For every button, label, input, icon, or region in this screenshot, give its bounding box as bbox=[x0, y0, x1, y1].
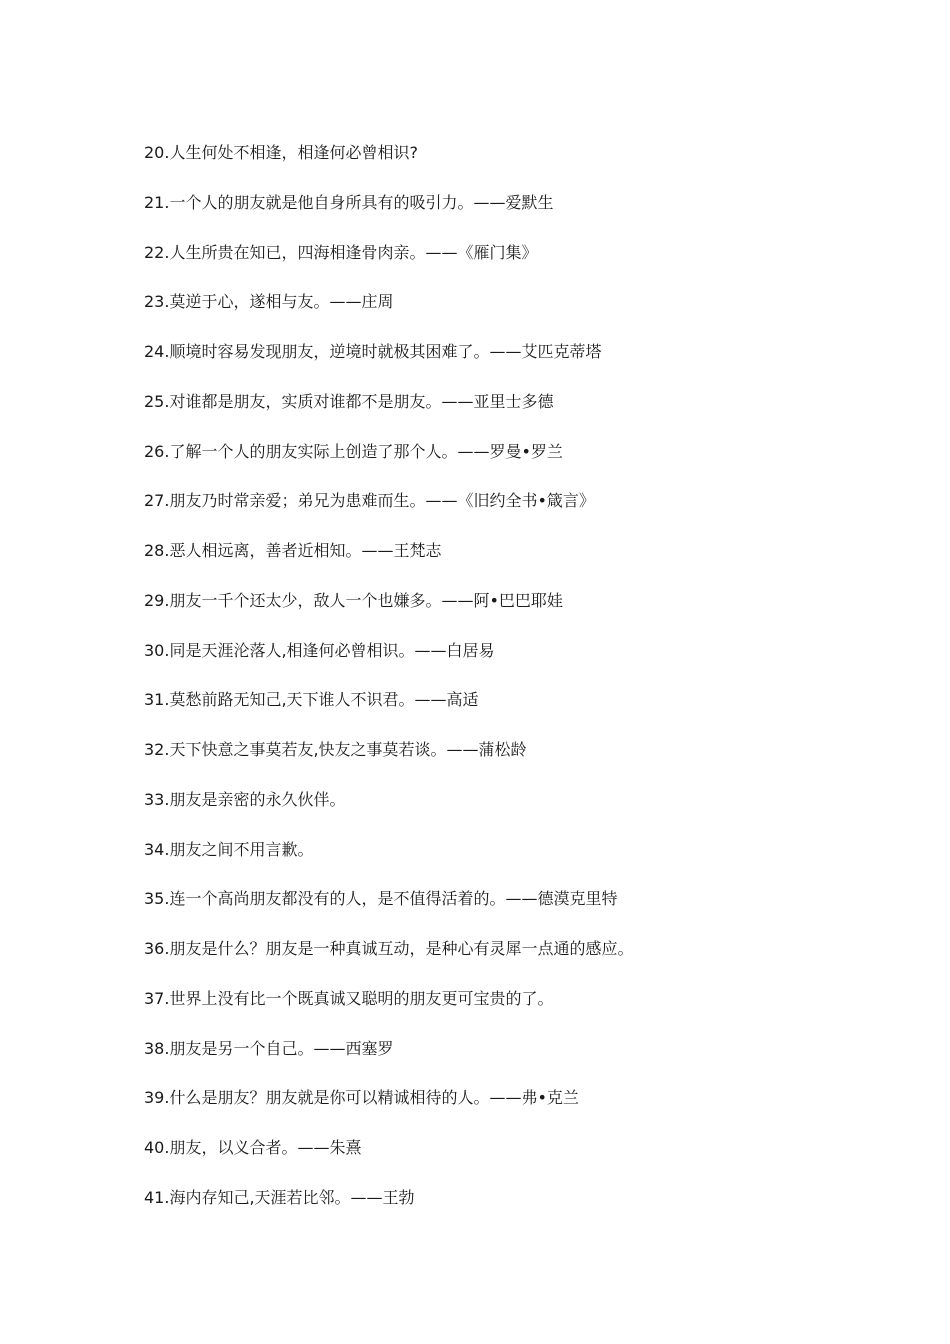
quote-line: 35.连一个高尚朋友都没有的人，是不值得活着的。——德漠克里特 bbox=[144, 889, 618, 909]
quote-line: 28.恶人相远离，善者近相知。——王梵志 bbox=[144, 541, 442, 560]
quote-line: 31.莫愁前路无知己,天下谁人不识君。——高适 bbox=[144, 690, 479, 710]
quote-line: 27.朋友乃时常亲爱；弟兄为患难而生。——《旧约全书•箴言》 bbox=[144, 491, 595, 511]
quote-line: 34.朋友之间不用言歉。 bbox=[144, 839, 314, 859]
quote-line: 37.世界上没有比一个既真诚又聪明的朋友更可宝贵的了。 bbox=[144, 988, 554, 1008]
quote-line: 26.了解一个人的朋友实际上创造了那个人。——罗曼•罗兰 bbox=[144, 441, 563, 461]
quote-line: 38.朋友是另一个自己。——西塞罗 bbox=[144, 1038, 394, 1058]
quote-line: 30.同是天涯沦落人,相逢何必曾相识。——白居易 bbox=[144, 640, 495, 660]
quote-line: 41.海内存知己,天涯若比邻。——王勃 bbox=[144, 1187, 415, 1207]
quote-line: 40.朋友，以义合者。——朱熹 bbox=[144, 1138, 362, 1157]
quote-line: 36.朋友是什么？朋友是一种真诚互动，是种心有灵犀一点通的感应。 bbox=[144, 939, 634, 958]
quote-line: 23.莫逆于心，遂相与友。——庄周 bbox=[144, 292, 394, 312]
quote-line: 25.对谁都是朋友，实质对谁都不是朋友。——亚里士多德 bbox=[144, 391, 554, 411]
quote-line: 20.人生何处不相逢，相逢何必曾相识? bbox=[144, 143, 418, 162]
quote-list bbox=[144, 139, 904, 1234]
quote-line: 39.什么是朋友？朋友就是你可以精诚相待的人。——弗•克兰 bbox=[144, 1088, 579, 1108]
quote-line: 22.人生所贵在知已，四海相逢骨肉亲。——《雁门集》 bbox=[144, 242, 538, 262]
quote-line: 24.顺境时容易发现朋友，逆境时就极其困难了。——艾匹克蒂塔 bbox=[144, 342, 602, 361]
quote-line: 21.一个人的朋友就是他自身所具有的吸引力。——爱默生 bbox=[144, 192, 554, 212]
quote-line: 29.朋友一千个还太少，敌人一个也嫌多。——阿•巴巴耶娃 bbox=[144, 590, 563, 610]
quote-line: 33.朋友是亲密的永久伙伴。 bbox=[144, 789, 346, 809]
quote-line: 32.天下快意之事莫若友,快友之事莫若谈。——蒲松龄 bbox=[144, 740, 527, 759]
